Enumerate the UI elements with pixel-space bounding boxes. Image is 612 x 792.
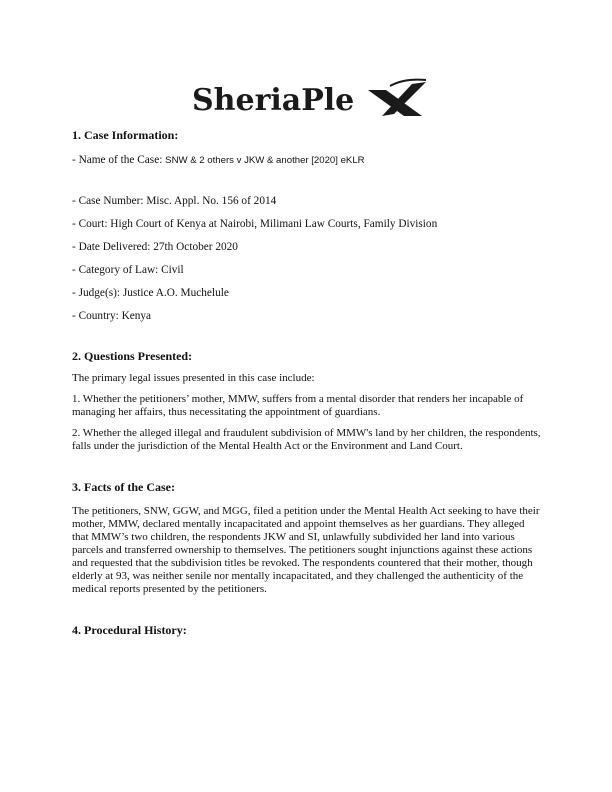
case-name-value: SNW & 2 others v JKW & another [2020] eKLR (165, 155, 365, 166)
case-name-line (72, 153, 542, 168)
logo-wordmark: SheriaPle (192, 83, 355, 118)
question-1: 1. Whether the petitioners’ mother, MMW, suffers from a mental disorder that renders her incapable of managing her affairs, thus necessitating the appointment of guardians. (72, 393, 524, 418)
case-information-heading: 1. Case Information: (72, 128, 179, 142)
date-delivered: - Date Delivered: 27th October 2020 (72, 241, 238, 253)
questions-presented-section (72, 349, 542, 453)
facts-section (72, 480, 542, 596)
sheriaplex-logo (190, 74, 430, 124)
logo-x-mark (368, 80, 426, 116)
questions-presented-heading: 2. Questions Presented: (72, 349, 193, 363)
document-body (72, 128, 542, 638)
category-of-law: - Category of Law: Civil (72, 264, 184, 276)
facts-body: The petitioners, SNW, GGW, and MGG, filed a petition under the Mental Health Act seeking to have their mother, MMW, declared mentally incapacitated and appoint themselves as her guardians. They alleged that MMW’s two children, the respondents JKW and SI, unlawfully subdivided her land into various parcels and transferred ownership to themselves. The petitioners sought injunctions against these actions and requested that the subdivision titles be revoked. The respondents countered that their mother, though elderly at 93, was neither senile nor mentally incapacitated, and they challenged the authenticity of the medical reports presented by the petitioners. (72, 505, 540, 595)
procedural-history-heading: 4. Procedural History: (72, 623, 187, 637)
country: - Country: Kenya (72, 310, 152, 322)
court: - Court: High Court of Kenya at Nairobi, Milimani Law Courts, Family Division (72, 218, 438, 230)
case-information-section (72, 128, 542, 323)
case-name-label: - Name of the Case: (72, 154, 166, 166)
facts-heading: 3. Facts of the Case: (72, 480, 175, 494)
judges: - Judge(s): Justice A.O. Muchelule (72, 287, 229, 299)
question-2: 2. Whether the alleged illegal and fraudulent subdivision of MMW's land by her children, the respondents, falls under the jurisdiction of the Mental Health Act or the Environment and Land Court. (72, 427, 541, 452)
case-number: - Case Number: Misc. Appl. No. 156 of 2014 (72, 195, 277, 207)
procedural-history-section (72, 623, 542, 638)
questions-intro: The primary legal issues presented in this case include: (72, 372, 315, 384)
